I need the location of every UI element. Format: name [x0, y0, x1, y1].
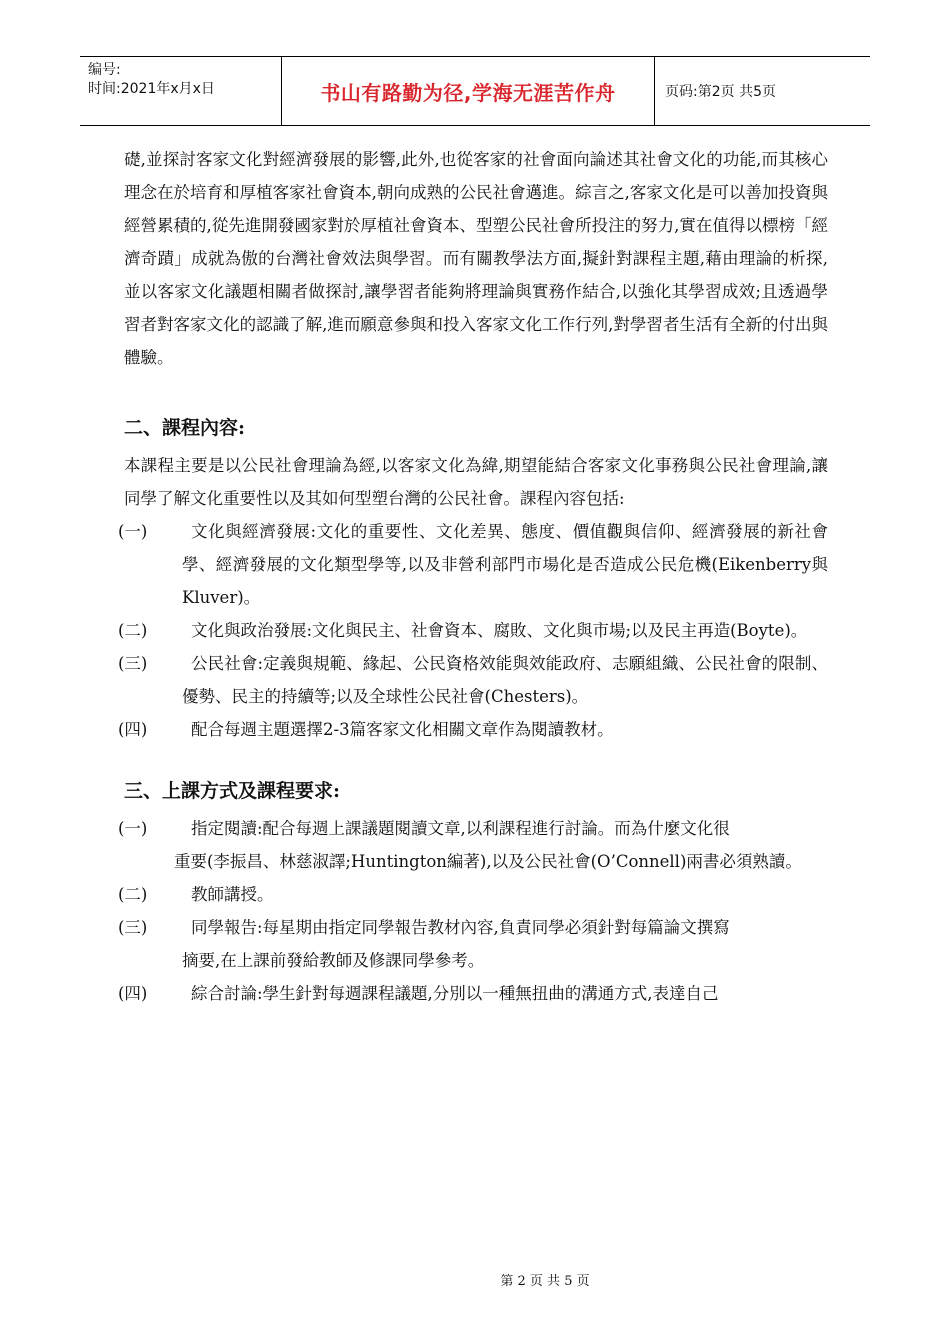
page-header: [80, 56, 870, 126]
header-motto: 书山有路勤为径,学海无涯苦作舟: [282, 57, 655, 125]
section-heading-course-content: 二、課程內容:: [124, 417, 246, 439]
list-item-text: 綜合討論:學生針對每週課程議題,分別以一種無扭曲的溝通方式,表達自己: [191, 984, 719, 1003]
list-marker: (三): [118, 918, 148, 937]
list-marker: (二): [118, 621, 148, 640]
list-marker: (一): [118, 522, 148, 541]
list-item: [0, 878, 828, 911]
list-item: [0, 647, 828, 713]
list-item-text: 公民社會:定義與規範、緣起、公民資格效能與效能政府、志願組織、公民社會的限制、優勢、民主的持續等;以及全球性公民社會(Chesters)。: [182, 654, 828, 706]
list-item-text: 文化與政治發展:文化與民主、社會資本、腐敗、文化與市場;以及民主再造(Boyte)。: [191, 621, 808, 640]
header-page-number: 页码:第2页 共5页: [665, 84, 776, 100]
list-item-text: 指定閱讀:配合每週上課議題閱讀文章,以利課程進行討論。而為什麼文化很: [191, 819, 730, 838]
document-body: [118, 143, 828, 1010]
document-number-label: 编号:: [88, 62, 121, 78]
list-item-text: 文化與經濟發展:文化的重要性、文化差異、態度、價值觀與信仰、經濟發展的新社會學、經濟發展的文化類型學等,以及非營利部門市場化是否造成公民危機(Eikenberry與Kluver)。: [182, 522, 828, 607]
list-item-text: 教師講授。: [191, 885, 274, 904]
course-content-intro: 本課程主要是以公民社會理論為經,以客家文化為緯,期望能結合客家文化事務與公民社會理論,讓同學了解文化重要性以及其如何型塑台灣的公民社會。課程內容包括:: [124, 456, 828, 508]
list-item: [0, 614, 828, 647]
list-item: [0, 977, 828, 1010]
list-marker: (四): [118, 984, 148, 1003]
page-footer: 第 2 页 共 5 页: [500, 1274, 590, 1289]
header-meta: [80, 57, 282, 125]
list-item: [0, 812, 828, 878]
list-item-text: 配合每週主題選擇2-3篇客家文化相關文章作為閱讀教材。: [191, 720, 614, 739]
section-heading-class-method: 三、上課方式及課程要求:: [124, 780, 341, 802]
intro-paragraph: 礎,並探討客家文化對經濟發展的影響,此外,也從客家的社會面向論述其社會文化的功能,而其核心理念在於培育和厚植客家社會資本,朝向成熟的公民社會邁進。綜言之,客家文化是可以善加投資與經營累積的,從先進開發國家對於厚植社會資本、型塑公民社會所投注的努力,實在值得以標榜「經濟奇蹟」成就為傲的台灣社會效法與學習。而有關教學法方面,擬針對課程主題,藉由理論的析探,並以客家文化議題相關者做探討,讓學習者能夠將理論與實務作結合,以強化其學習成效;且透過學習者對客家文化的認識了解,進而願意參與和投入客家文化工作行列,對學習者生活有全新的付出與體驗。: [124, 150, 828, 367]
list-marker: (二): [118, 885, 148, 904]
list-marker: (四): [118, 720, 148, 739]
list-marker: (三): [118, 654, 148, 673]
list-item-continuation: 摘要,在上課前發給教師及修課同學參考。: [182, 951, 485, 970]
list-marker: (一): [118, 819, 148, 838]
list-item: [0, 911, 828, 977]
list-item-continuation: 重要(李振昌、林慈淑譯;Huntington編著),以及公民社會(O’Connell)兩書必須熟讀。: [174, 852, 802, 871]
list-item: [0, 713, 828, 746]
list-item: [0, 515, 828, 614]
list-item-text: 同學報告:每星期由指定同學報告教材內容,負責同學必須針對每篇論文撰寫: [191, 918, 730, 937]
document-time-label: 时间:2021年x月x日: [88, 81, 215, 97]
